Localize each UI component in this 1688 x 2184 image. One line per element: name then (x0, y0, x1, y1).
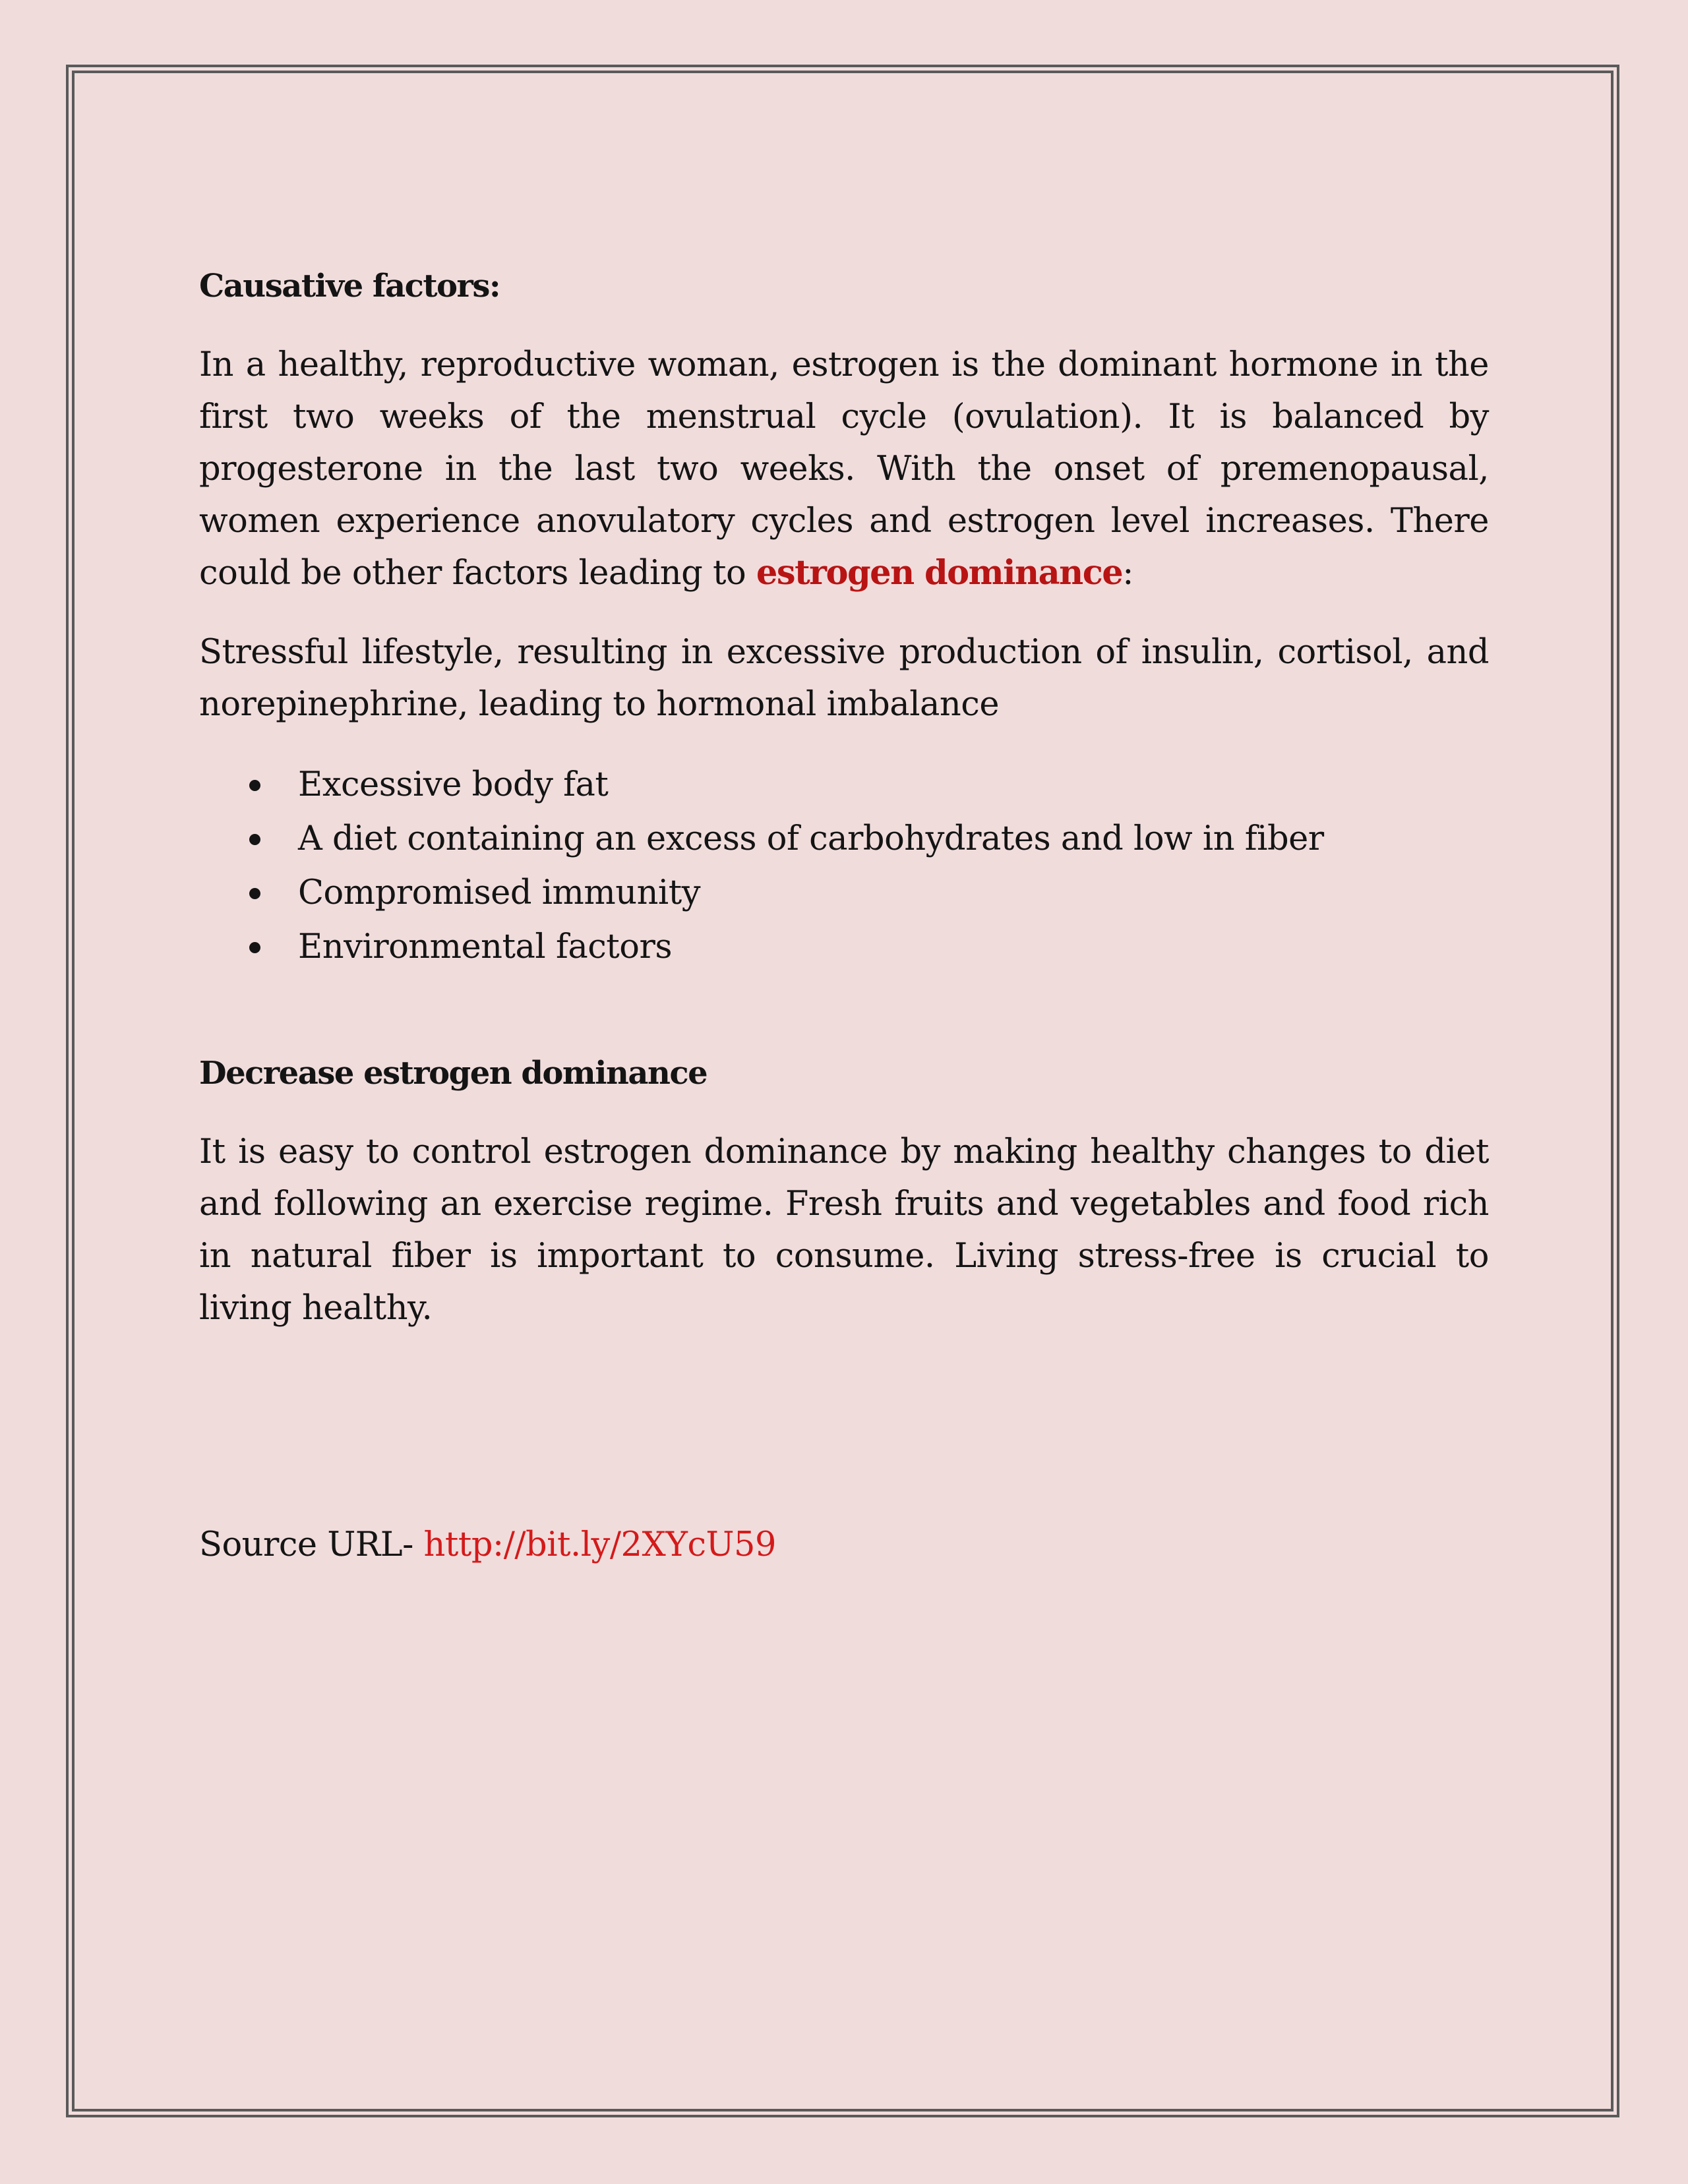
paragraph-decrease: It is easy to control estrogen dominance by making healthy changes to diet and following an exercise regime. Fresh fruits and vegetables and food rich in natural fiber is important to consume. Living stress-free is crucial to living healthy. (199, 1133, 1489, 1328)
causes-list (199, 758, 1489, 974)
bullet-icon (249, 780, 260, 791)
paragraph-intro-text: In a healthy, reproductive woman, estrogen is the dominant hormone in the first two weeks of the menstrual cycle (ovulation). It is balanced by progesterone in the last two weeks. With the onset of premenopausal, women experience anovulatory cycles and estrogen level increases. There could be other factors leading to (199, 345, 1489, 593)
bullet-icon (249, 834, 260, 845)
list-item (199, 920, 1489, 974)
list-item-text: Compromised immunity (298, 873, 701, 912)
bullet-icon (249, 942, 260, 953)
heading-causative-factors: Causative factors: (199, 268, 500, 305)
paragraph-intro (199, 339, 1489, 599)
list-item-text: Excessive body fat (298, 765, 609, 804)
estrogen-dominance-link[interactable]: estrogen dominance (756, 553, 1123, 593)
source-label: Source URL- (199, 1525, 424, 1564)
document-content (199, 266, 1489, 1571)
list-item (199, 758, 1489, 812)
paragraph-stressful-lifestyle: Stressful lifestyle, resulting in excessive production of insulin, cortisol, and norepinephrine, leading to hormonal imbalance (199, 633, 1489, 724)
list-item-text: A diet containing an excess of carbohydrates and low in fiber (298, 819, 1324, 858)
bullet-icon (249, 888, 260, 899)
list-item-text: Environmental factors (298, 928, 673, 966)
list-item (199, 812, 1489, 866)
source-line (199, 1519, 1489, 1571)
heading-decrease-estrogen-dominance: Decrease estrogen dominance (199, 1055, 708, 1092)
paragraph-intro-colon: : (1122, 554, 1133, 593)
list-item (199, 866, 1489, 920)
source-url-link[interactable]: http://bit.ly/2XYcU59 (423, 1525, 776, 1564)
